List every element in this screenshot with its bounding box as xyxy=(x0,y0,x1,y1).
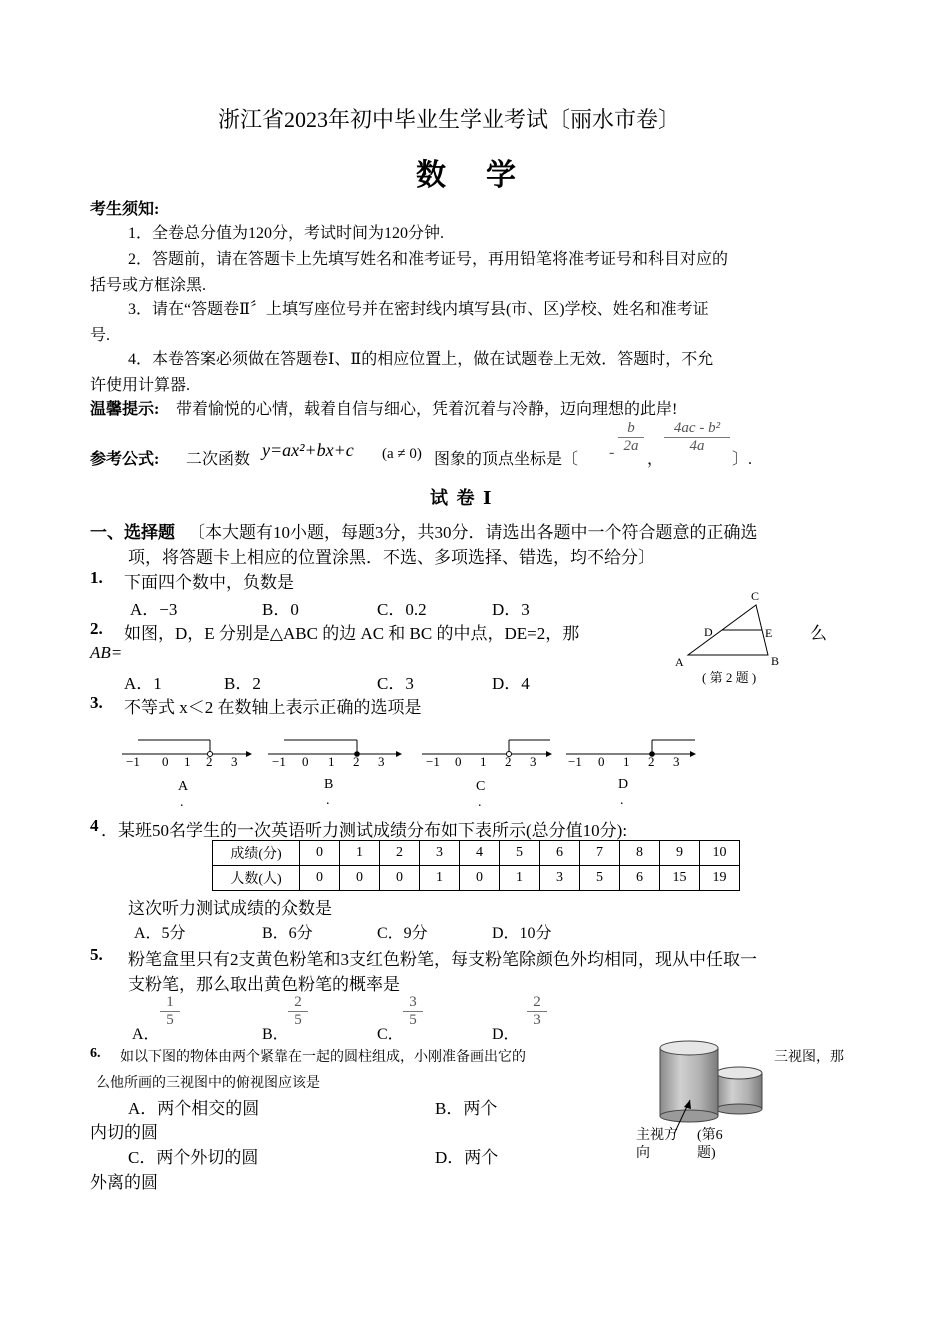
section-desc: 项，将答题卡上相应的位置涂黑．不选、多项选择、错选，均不给分〕 xyxy=(128,548,655,567)
formula-func: y=ax²+bx+c xyxy=(262,440,354,460)
frac-denominator: 5 xyxy=(166,1012,174,1028)
frac-numerator: 1 xyxy=(160,994,180,1012)
formula-frac2 xyxy=(664,420,730,455)
formula-close: 〕. xyxy=(732,451,753,468)
table-cell: 1 xyxy=(500,866,540,891)
paper-label: 试 卷 Ⅰ xyxy=(430,488,494,508)
option-b: B．0 xyxy=(262,600,299,619)
frac-denominator: 5 xyxy=(294,1012,302,1028)
notice-item: 4．本卷答案必须做在答题卷Ⅰ、Ⅱ的相应位置上，做在试题卷上无效．答题时，不允 xyxy=(128,351,714,368)
table-row xyxy=(213,866,740,891)
formula-comma: ， xyxy=(647,451,664,468)
question-number: 2. xyxy=(90,619,103,638)
option-d: D． xyxy=(492,1026,520,1043)
tip-label: 温馨提示: xyxy=(90,401,160,418)
table-cell: 3 xyxy=(540,866,580,891)
number-line-c xyxy=(418,732,553,772)
option-dot: . xyxy=(620,793,624,808)
option-a: A．两个相交的圆 xyxy=(128,1099,260,1118)
tick-label: 2 xyxy=(505,754,512,769)
table-cell: 0 xyxy=(380,866,420,891)
option-c: C． xyxy=(377,1026,404,1043)
label-b: B xyxy=(771,654,780,668)
option-d: D．10分 xyxy=(492,925,552,942)
option-c: C．两个外切的圆 xyxy=(128,1148,259,1167)
question-number: 3. xyxy=(90,693,103,712)
option-d: D xyxy=(618,777,629,792)
tick-label: 0 xyxy=(598,754,605,769)
number-line-d xyxy=(562,732,700,772)
option-dot: . xyxy=(180,795,184,810)
formula-text2: 图象的顶点坐标是〔 xyxy=(434,451,579,468)
frac-numerator: 2 xyxy=(288,994,308,1012)
subject-title: 数学 xyxy=(416,159,556,192)
option-a: A．1 xyxy=(124,674,162,693)
frac-denominator: 4a xyxy=(689,438,705,454)
question-number: 5. xyxy=(90,945,103,964)
option-dot: . xyxy=(326,793,330,808)
option-c: C．3 xyxy=(377,674,414,693)
notice-item: 号. xyxy=(90,327,111,344)
score-table xyxy=(212,840,740,891)
table-cell: 0 xyxy=(340,866,380,891)
table-cell: 7 xyxy=(580,841,620,866)
formula-label: 参考公式: xyxy=(90,451,160,468)
table-cell: 1 xyxy=(420,866,460,891)
notice-item: 括号或方框涂黑. xyxy=(90,277,207,294)
table-cell: 5 xyxy=(500,841,540,866)
section-title: 一、选择题 xyxy=(90,523,175,542)
option-a: A xyxy=(178,779,189,794)
tick-label: −1 xyxy=(426,754,440,769)
option-a: A．5分 xyxy=(134,925,186,942)
figure-caption: ( 第 2 题 ) xyxy=(702,670,757,685)
tick-label: −1 xyxy=(272,754,286,769)
notice-item: 1．全卷总分值为120分，考试时间为120分钟. xyxy=(128,225,445,242)
tick-label: 2 xyxy=(206,754,213,769)
question-number: 4 xyxy=(90,816,99,835)
question-text: 如图，D，E 分别是△ABC 的边 AC 和 BC 的中点，DE=2，那 xyxy=(124,624,580,643)
table-cell: 5 xyxy=(580,866,620,891)
frac-denominator: 3 xyxy=(533,1012,541,1028)
option-b-fraction xyxy=(288,994,308,1029)
label-c: C xyxy=(751,589,760,603)
exam-title: 浙江省2023年初中毕业生学业考试〔丽水市卷〕 xyxy=(218,107,681,132)
formula-frac1 xyxy=(618,420,644,455)
tick-label: 2 xyxy=(648,754,655,769)
table-cell: 4 xyxy=(460,841,500,866)
option-d: D．3 xyxy=(492,600,530,619)
option-dot: . xyxy=(478,795,482,810)
option-d: D．4 xyxy=(492,674,530,693)
formula-neg: - xyxy=(609,444,615,461)
question-text: 下面四个数中，负数是 xyxy=(124,573,294,592)
tick-label: 1 xyxy=(480,754,487,769)
table-cell: 19 xyxy=(700,866,740,891)
question-text: AB= xyxy=(90,643,123,662)
label-e: E xyxy=(765,626,773,640)
formula-cond: (a ≠ 0) xyxy=(382,446,422,462)
option-b: B．两个 xyxy=(435,1099,498,1118)
table-cell: 0 xyxy=(460,866,500,891)
tick-label: 1 xyxy=(184,754,191,769)
notice-item: 2．答题前，请在答题卡上先填写姓名和准考证号，再用铅笔将准考证号和科目对应的 xyxy=(128,251,729,268)
triangle-figure xyxy=(668,585,793,690)
frac-denominator: 5 xyxy=(409,1012,417,1028)
table-cell: 3 xyxy=(420,841,460,866)
option-b: B．2 xyxy=(224,674,261,693)
option-c-fraction xyxy=(403,994,423,1029)
tick-label: 1 xyxy=(623,754,630,769)
question-text-tail: 么 xyxy=(810,624,827,643)
option-a-fraction xyxy=(160,994,180,1029)
table-cell: 9 xyxy=(660,841,700,866)
tick-label: 3 xyxy=(378,754,385,769)
notice-item: 许使用计算器. xyxy=(90,377,191,394)
question-text: 支粉笔，那么取出黄色粉笔的概率是 xyxy=(128,975,400,994)
frac-numerator: 4ac - b² xyxy=(664,420,730,438)
frac-numerator: b xyxy=(618,420,644,438)
option-d: D．两个 xyxy=(435,1148,499,1167)
figure-label: 向 xyxy=(636,1146,650,1161)
tick-label: 3 xyxy=(231,754,238,769)
tick-label: 0 xyxy=(162,754,169,769)
option-d-fraction xyxy=(527,994,547,1029)
notice-item: 3．请在“答题卷Ⅱ〞上填写座位号并在密封线内填写县(市、区)学校、姓名和准考证 xyxy=(128,301,709,318)
figure-caption: 题) xyxy=(697,1146,716,1161)
question-number: 6. xyxy=(90,1046,101,1061)
tick-label: 2 xyxy=(353,754,360,769)
table-header: 人数(人) xyxy=(213,866,300,891)
option-c: C．0.2 xyxy=(377,600,427,619)
question-text-tail: 三视图，那 xyxy=(774,1050,844,1065)
figure-label: 主视方 xyxy=(636,1128,678,1143)
table-cell: 6 xyxy=(620,866,660,891)
tip-text: 带着愉悦的心情，载着自信与细心，凭着沉着与冷静，迈向理想的此岸! xyxy=(176,401,678,418)
table-cell: 0 xyxy=(300,866,340,891)
frac-denominator: 2a xyxy=(623,438,639,454)
notice-heading: 考生须知: xyxy=(90,201,160,218)
tick-label: 3 xyxy=(530,754,537,769)
table-cell: 1 xyxy=(340,841,380,866)
option-a: A．−3 xyxy=(130,600,178,619)
tick-label: 1 xyxy=(328,754,335,769)
table-cell: 6 xyxy=(540,841,580,866)
table-cell: 0 xyxy=(300,841,340,866)
table-row xyxy=(213,841,740,866)
tick-label: −1 xyxy=(568,754,582,769)
table-cell: 2 xyxy=(380,841,420,866)
question-text: ．某班50名学生的一次英语听力测试成绩分布如下表所示(总分值10分): xyxy=(101,821,628,840)
option-b: B． xyxy=(262,1026,289,1043)
large-cylinder xyxy=(660,1041,718,1122)
tick-label: 0 xyxy=(302,754,309,769)
frac-numerator: 2 xyxy=(527,994,547,1012)
question-text: 不等式 x＜2 在数轴上表示正确的选项是 xyxy=(124,698,422,717)
question-text: 粉笔盒里只有2支黄色粉笔和3支红色粉笔，每支粉笔除颜色外均相同，现从中任取一 xyxy=(128,950,757,969)
table-cell: 10 xyxy=(700,841,740,866)
option-b: B xyxy=(324,777,334,792)
formula-text: 二次函数 xyxy=(186,451,251,468)
table-cell: 8 xyxy=(620,841,660,866)
option-b-tail: 内切的圆 xyxy=(90,1123,158,1142)
question-text: 这次听力测试成绩的众数是 xyxy=(128,899,332,918)
number-line-a xyxy=(118,732,253,772)
section-desc: 〔本大题有10小题，每题3分，共30分．请选出各题中一个符合题意的正确选 xyxy=(188,523,758,542)
option-a: A． xyxy=(132,1026,160,1043)
option-c: C xyxy=(476,779,486,794)
tick-label: 3 xyxy=(673,754,680,769)
label-d: D xyxy=(704,625,713,639)
figure-caption: (第6 xyxy=(697,1128,723,1143)
question-number: 1. xyxy=(90,568,103,587)
option-c: C．9分 xyxy=(377,925,428,942)
question-text: 么他所画的三视图中的俯视图应该是 xyxy=(96,1076,320,1091)
label-a: A xyxy=(675,655,684,669)
option-d-tail: 外离的圆 xyxy=(90,1173,158,1192)
frac-numerator: 3 xyxy=(403,994,423,1012)
table-header: 成绩(分) xyxy=(213,841,300,866)
number-line-b xyxy=(264,732,404,772)
question-text: 如以下图的物体由两个紧靠在一起的圆柱组成，小刚准备画出它的 xyxy=(120,1050,526,1065)
tick-label: 0 xyxy=(455,754,462,769)
option-b: B．6分 xyxy=(262,925,313,942)
tick-label: −1 xyxy=(126,754,140,769)
table-cell: 15 xyxy=(660,866,700,891)
small-cylinder xyxy=(716,1067,762,1114)
